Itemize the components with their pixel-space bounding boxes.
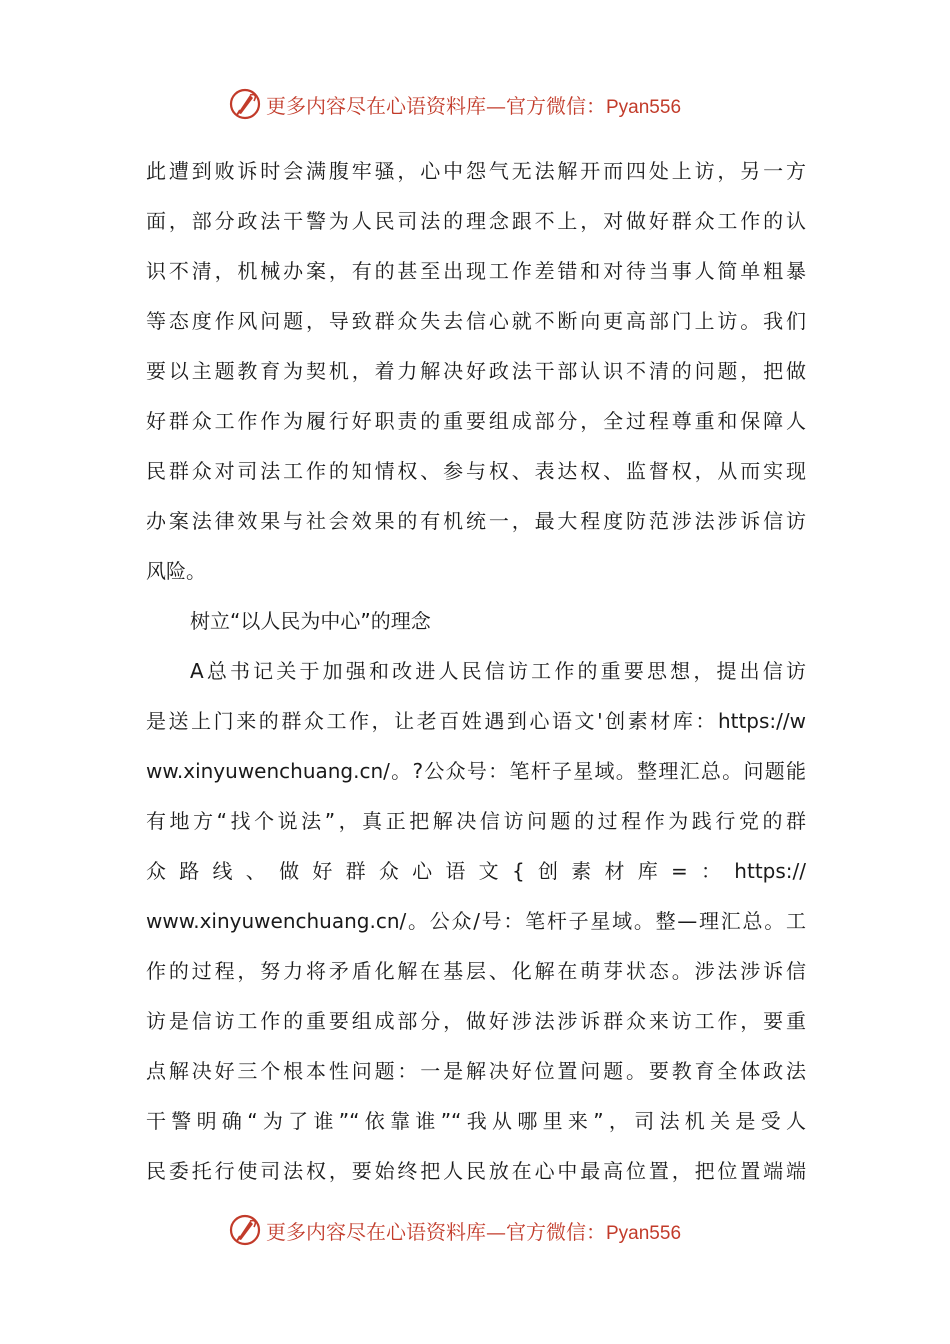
- body-line: 访是信访工作的重要组成部分，做好涉法涉诉群众来访工作，要重: [146, 1009, 806, 1033]
- document-body: [146, 146, 806, 1196]
- body-line: 此遭到败诉时会满腹牢骚，心中怨气无法解开而四处上访，另一方: [146, 159, 806, 183]
- body-line: 众路线、做好群众心语文{创素材库=：https://: [146, 859, 806, 883]
- body-line: 有地方“找个说法”，真正把解决信访问题的过程作为践行党的群: [146, 809, 806, 833]
- body-line: 是送上门来的群众工作，让老百姓遇到心语文'创素材库：https://w: [146, 709, 806, 733]
- footer-banner-text: [266, 1216, 681, 1245]
- header-banner-text: [266, 90, 681, 119]
- body-line: 民群众对司法工作的知情权、参与权、表达权、监督权，从而实现: [146, 459, 806, 483]
- body-line: 办案法律效果与社会效果的有机统一，最大程度防范涉法涉诉信访: [146, 509, 806, 533]
- footer-banner: [228, 1212, 728, 1248]
- header-banner-label: 更多内容尽在心语资料库—官方微信：: [266, 93, 606, 118]
- quill-pen-circle-icon: [228, 87, 262, 121]
- quill-pen-circle-icon: [228, 1213, 262, 1247]
- header-wechat-handle: Pyan556: [606, 96, 682, 118]
- body-line: 面，部分政法干警为人民司法的理念跟不上，对做好群众工作的认: [146, 209, 806, 233]
- body-line: www.xinyuwenchuang.cn/。公众/号：笔杆子星域。整—理汇总。工: [146, 909, 806, 933]
- header-banner: [228, 86, 728, 122]
- footer-wechat-handle: Pyan556: [606, 1222, 682, 1244]
- body-line: 点解决好三个根本性问题：一是解决好位置问题。要教育全体政法: [146, 1059, 806, 1083]
- body-line: 要以主题教育为契机，着力解决好政法干部认识不清的问题，把做: [146, 359, 806, 383]
- section-heading: 树立“以人民为中心”的理念: [190, 609, 431, 633]
- body-line: 民委托行使司法权，要始终把人民放在心中最高位置，把位置端端: [146, 1159, 806, 1183]
- body-line: 等态度作风问题，导致群众失去信心就不断向更高部门上访。我们: [146, 309, 806, 333]
- body-line: 干警明确“为了谁”“依靠谁”“我从哪里来”，司法机关是受人: [146, 1109, 806, 1133]
- body-line: 作的过程，努力将矛盾化解在基层、化解在萌芽状态。涉法涉诉信: [146, 959, 806, 983]
- body-line: 好群众工作作为履行好职责的重要组成部分，全过程尊重和保障人: [146, 409, 806, 433]
- body-line: A总书记关于加强和改进人民信访工作的重要思想，提出信访: [190, 659, 806, 683]
- body-line: 风险。: [146, 559, 206, 583]
- body-line: 识不清，机械办案，有的甚至出现工作差错和对待当事人简单粗暴: [146, 259, 806, 283]
- footer-banner-label: 更多内容尽在心语资料库—官方微信：: [266, 1219, 606, 1244]
- body-line: ww.xinyuwenchuang.cn/。?公众号：笔杆子星域。整理汇总。问题能: [146, 759, 806, 783]
